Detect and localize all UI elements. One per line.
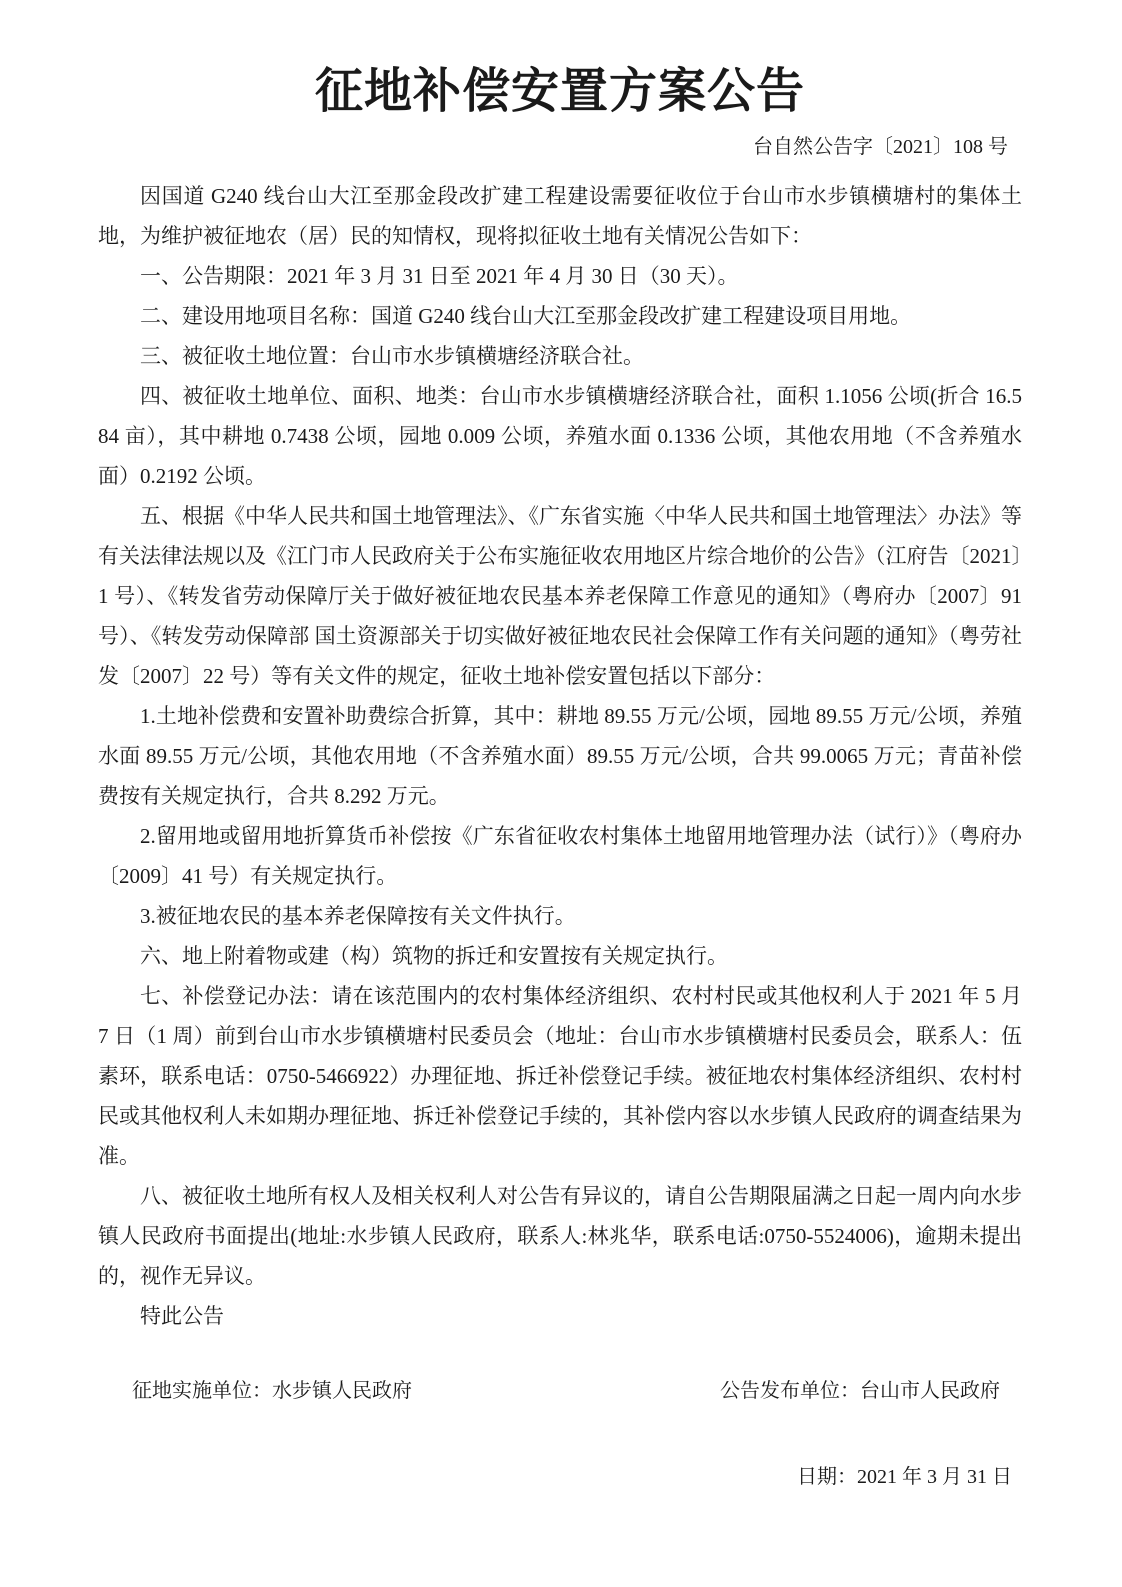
- paragraph-intro: 因国道 G240 线台山大江至那金段改扩建工程建设需要征收位于台山市水步镇横塘村的集体土地，为维护被征地农（居）民的知情权，现将拟征收土地有关情况公告如下：: [98, 184, 1022, 248]
- paragraph-item-2: 二、建设用地项目名称：国道 G240 线台山大江至那金段改扩建工程建设项目用地。: [140, 304, 912, 328]
- document-body: [98, 176, 1022, 1336]
- paragraph-item-5-2: 2.留用地或留用地折算货币补偿按《广东省征收农村集体土地留用地管理办法（试行）》（粤府办〔2009〕41 号）有关规定执行。: [98, 824, 1022, 888]
- document-date: 日期：2021 年 3 月 31 日: [797, 1466, 1012, 1488]
- paragraph-item-1: 一、公告期限：2021 年 3 月 31 日至 2021 年 4 月 30 日（30 天）。: [140, 264, 739, 288]
- publishing-unit: 公告发布单位：台山市人民政府: [720, 1380, 1000, 1402]
- document-number: 台自然公告字〔2021〕108 号: [753, 136, 1008, 158]
- paragraph-item-6: 六、地上附着物或建（构）筑物的拆迁和安置按有关规定执行。: [140, 944, 728, 968]
- paragraph-item-4: 四、被征收土地单位、面积、地类：台山市水步镇横塘经济联合社，面积 1.1056 公顷(折合 16.584 亩），其中耕地 0.7438 公顷，园地 0.009 公顷，养殖水面 0.1336 公顷，其他农用地（不含养殖水面）0.2192 公顷。: [98, 384, 1022, 488]
- paragraph-closing: 特此公告: [140, 1304, 224, 1328]
- implementing-unit: 征地实施单位：水步镇人民政府: [132, 1380, 412, 1402]
- paragraph-item-8: 八、被征收土地所有权人及相关权利人对公告有异议的，请自公告期限届满之日起一周内向水步镇人民政府书面提出(地址:水步镇人民政府，联系人:林兆华，联系电话:0750-5524006)，逾期未提出的，视作无异议。: [98, 1184, 1022, 1288]
- paragraph-item-5-3: 3.被征地农民的基本养老保障按有关文件执行。: [140, 904, 576, 928]
- paragraph-item-5-1: 1.土地补偿费和安置补助费综合折算，其中：耕地 89.55 万元/公顷，园地 89.55 万元/公顷，养殖水面 89.55 万元/公顷，其他农用地（不含养殖水面）89.55 万元/公顷，合共 99.0065 万元；青苗补偿费按有关规定执行，合共 8.292 万元。: [98, 704, 1022, 808]
- document-title: 征地补偿安置方案公告: [314, 65, 805, 118]
- paragraph-item-3: 三、被征收土地位置：台山市水步镇横塘经济联合社。: [140, 344, 644, 368]
- paragraph-item-5: 五、根据《中华人民共和国土地管理法》、《广东省实施〈中华人民共和国土地管理法〉办法》等有关法律法规以及《江门市人民政府关于公布实施征收农用地区片综合地价的公告》（江府告〔2021〕1 号）、《转发省劳动保障厅关于做好被征地农民基本养老保障工作意见的通知》（粤府办〔2007〕91 号）、《转发劳动保障部 国土资源部关于切实做好被征地农民社会保障工作有关问题的通知》（粤劳社发〔2007〕22 号）等有关文件的规定，征收土地补偿安置包括以下部分：: [98, 504, 1022, 688]
- signature-row: [98, 1376, 1022, 1406]
- paragraph-item-7: 七、补偿登记办法：请在该范围内的农村集体经济组织、农村村民或其他权利人于 2021 年 5 月 7 日（1 周）前到台山市水步镇横塘村民委员会（地址：台山市水步镇横塘村民委员会，联系人：伍素环，联系电话：0750-5466922）办理征地、拆迁补偿登记手续。被征地农村集体经济组织、农村村民或其他权利人未如期办理征地、拆迁补偿登记手续的，其补偿内容以水步镇人民政府的调查结果为准。: [98, 984, 1022, 1168]
